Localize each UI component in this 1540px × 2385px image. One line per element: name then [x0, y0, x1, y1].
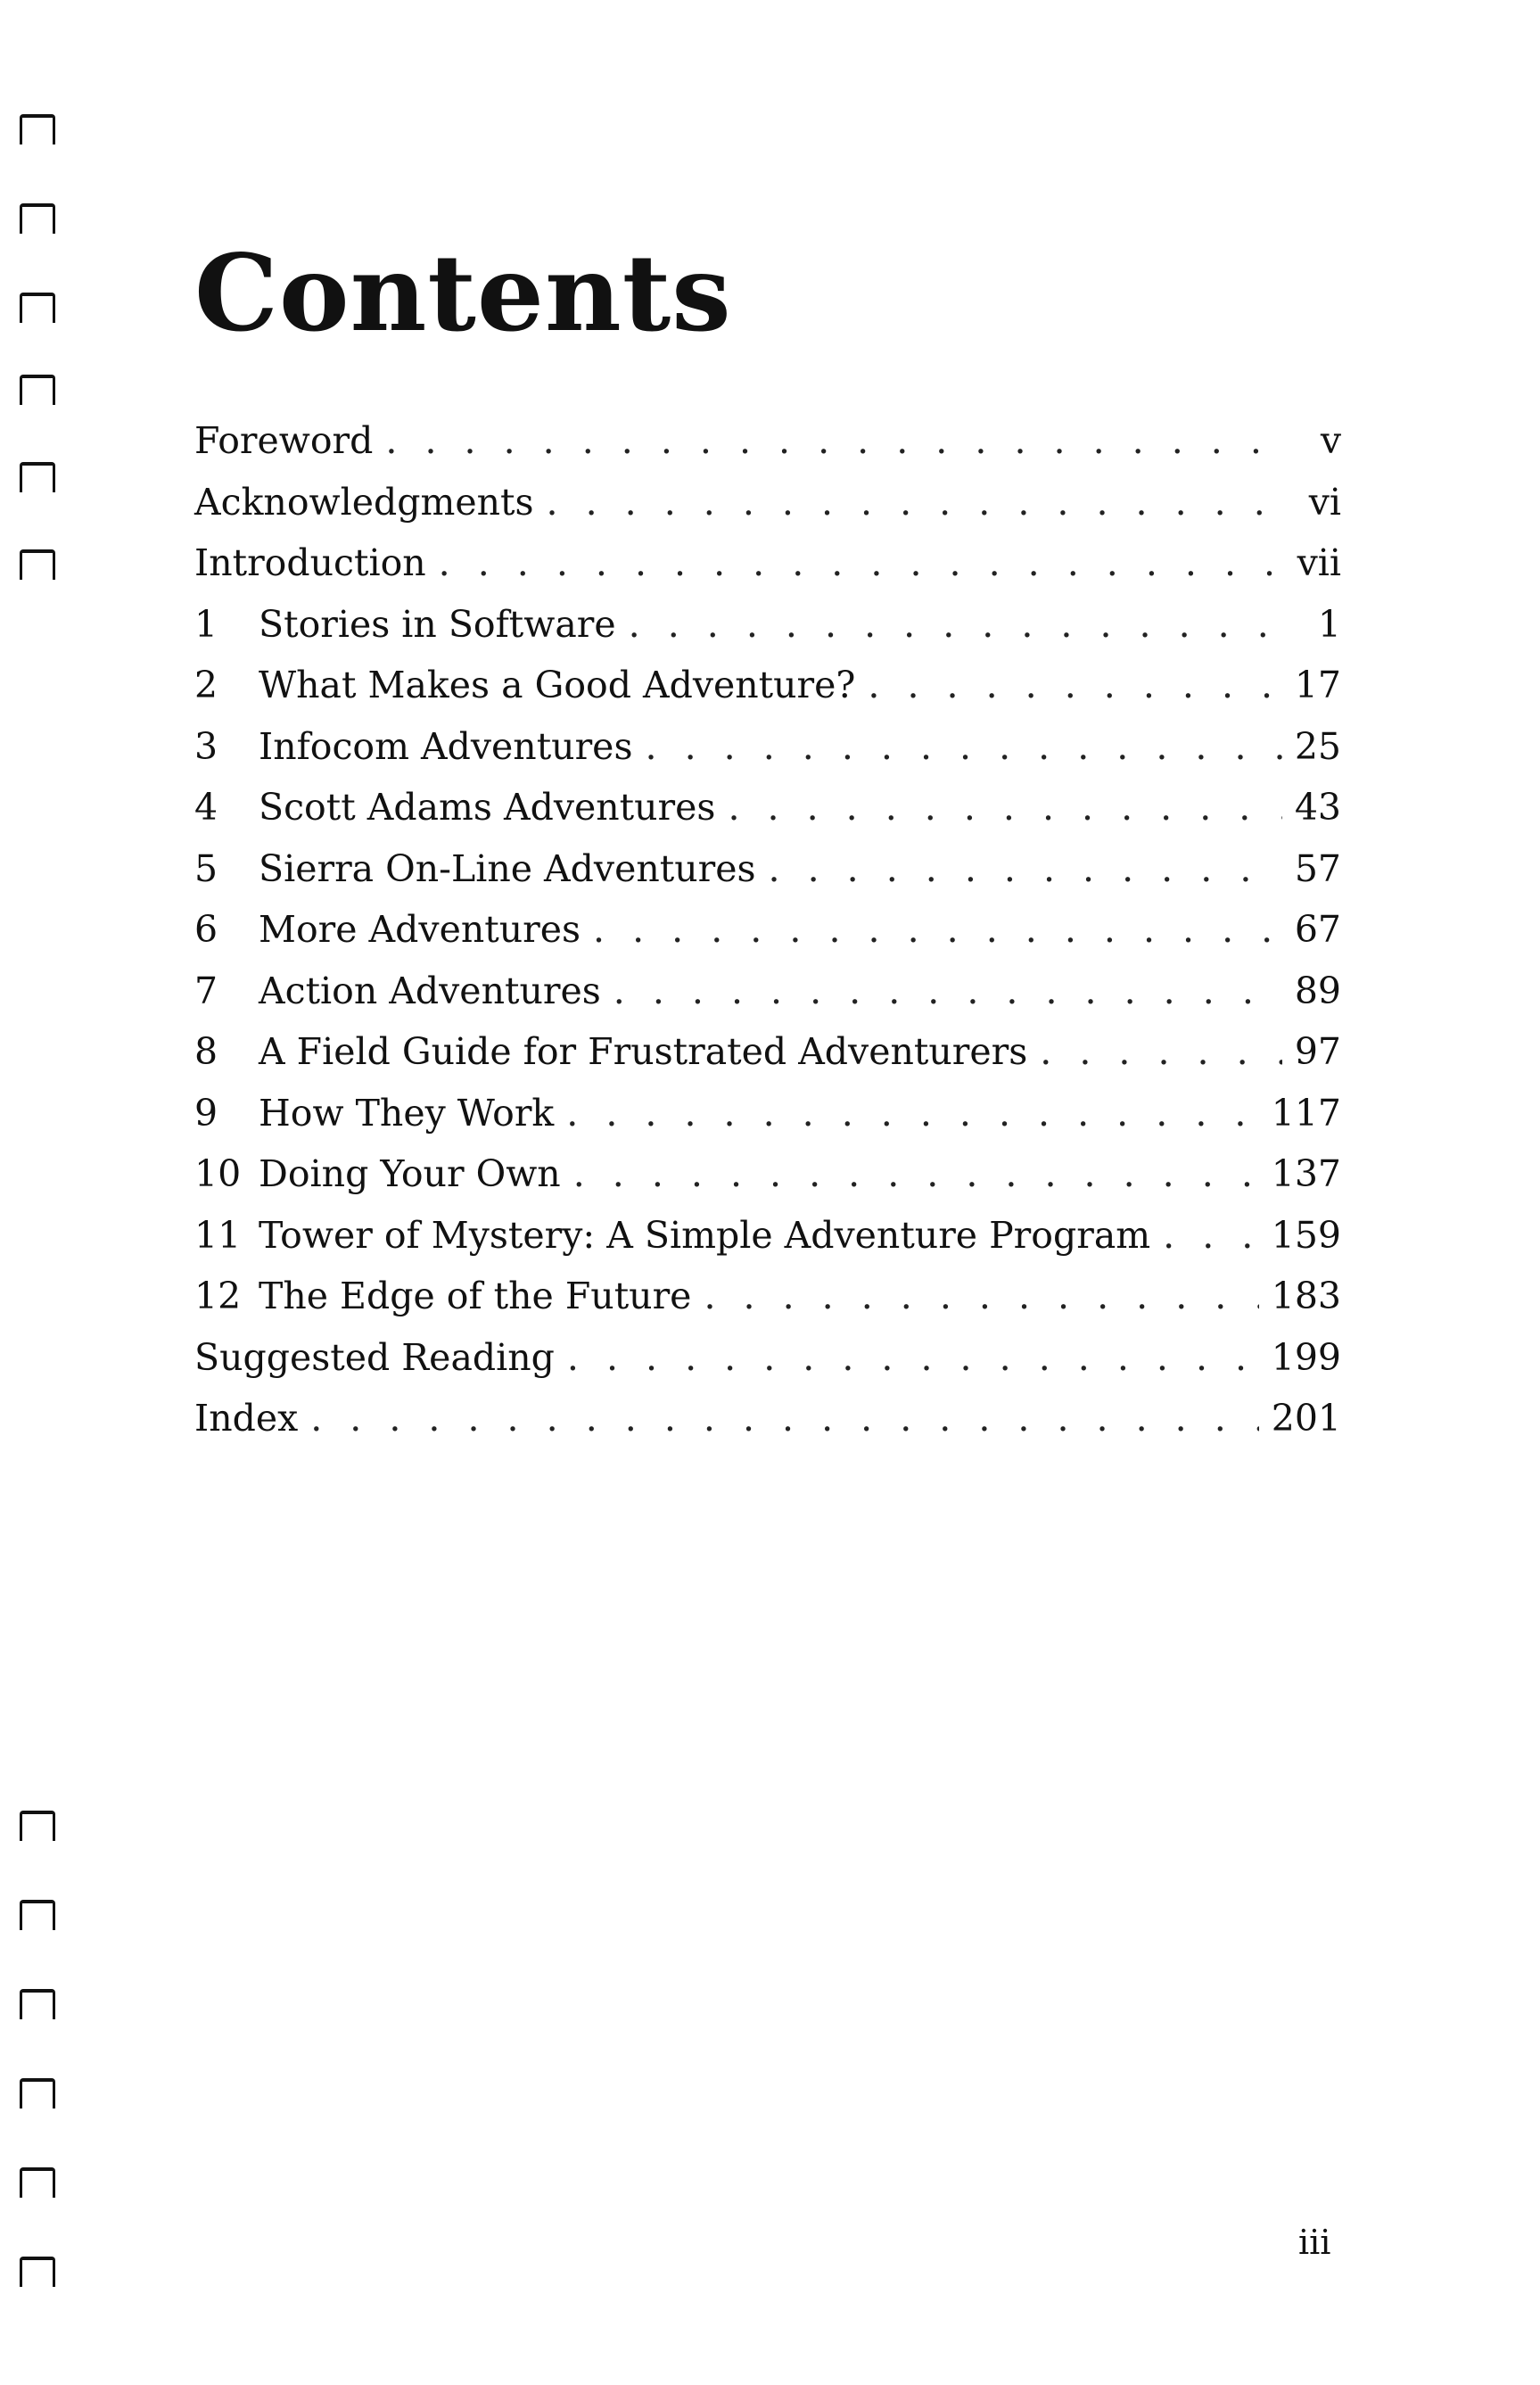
chapter-number: 5: [194, 846, 218, 890]
chapter-number: 9: [194, 1091, 218, 1135]
dot-leader: [310, 1397, 1259, 1440]
toc-entry: [194, 1214, 1341, 1275]
dot-leader: [769, 847, 1282, 890]
toc-entry: [194, 1275, 1341, 1336]
toc-entry-title: Foreword: [194, 419, 374, 462]
dot-leader: [1040, 1030, 1282, 1073]
chapter-number: 3: [194, 724, 218, 768]
binding-hole-mark: [20, 462, 55, 492]
chapter-number: 12: [194, 1275, 242, 1317]
toc-entry-page: vi: [1308, 480, 1341, 524]
toc-entry-title: Action Adventures: [259, 969, 601, 1012]
chapter-number: 10: [194, 1152, 242, 1195]
binding-hole-mark: [20, 375, 55, 405]
binding-hole-mark: [20, 2167, 55, 2198]
toc-entry-title: Acknowledgments: [194, 480, 534, 524]
toc-entry: [194, 419, 1341, 481]
dot-leader: [1163, 1214, 1259, 1257]
chapter-number: 6: [194, 908, 218, 951]
toc-entry-title: Infocom Adventures: [259, 724, 633, 768]
toc-entry-page: 43: [1294, 786, 1341, 829]
toc-entry-title: How They Work: [259, 1091, 555, 1135]
chapter-number: 2: [194, 664, 218, 706]
toc-entry: [194, 908, 1341, 970]
dot-leader: [593, 908, 1282, 951]
toc-entry-page: 201: [1271, 1397, 1341, 1440]
chapter-number: 8: [194, 1030, 218, 1073]
dot-leader: [646, 725, 1282, 768]
binding-hole-mark: [20, 203, 55, 234]
toc-entry-page: vii: [1297, 541, 1341, 584]
table-of-contents: [194, 419, 1341, 1458]
toc-entry-title: Introduction: [194, 541, 426, 584]
chapter-number: 1: [194, 602, 218, 646]
toc-entry-page: 183: [1271, 1275, 1341, 1317]
dot-leader: [728, 786, 1281, 829]
dot-leader: [439, 541, 1285, 584]
binding-hole-mark: [20, 293, 55, 323]
toc-entry-title: Tower of Mystery: A Simple Adventure Program: [259, 1213, 1151, 1257]
toc-entry-title: Stories in Software: [259, 602, 616, 646]
toc-entry-title: The Edge of the Future: [259, 1275, 692, 1317]
toc-entry-title: More Adventures: [259, 908, 581, 951]
page-title: Contents: [194, 231, 732, 355]
toc-entry-title: What Makes a Good Adventure?: [259, 664, 856, 706]
dot-leader: [385, 419, 1291, 462]
toc-entry-page: 137: [1271, 1152, 1341, 1195]
binding-hole-mark: [20, 1900, 55, 1930]
chapter-number: 7: [194, 969, 218, 1012]
toc-entry: [194, 1152, 1341, 1214]
toc-entry-title: Doing Your Own: [259, 1152, 561, 1195]
toc-entry-title: A Field Guide for Frustrated Adventurers: [259, 1030, 1028, 1073]
toc-entry-page: v: [1320, 419, 1341, 462]
toc-entry-page: 57: [1294, 846, 1341, 890]
toc-entry-title: Scott Adams Adventures: [259, 786, 716, 829]
toc-entry-page: 117: [1271, 1091, 1341, 1135]
dot-leader: [567, 1336, 1259, 1379]
dot-leader: [614, 970, 1282, 1012]
dot-leader: [573, 1152, 1259, 1195]
binding-hole-mark: [20, 2078, 55, 2109]
binding-hole-mark: [20, 114, 55, 144]
chapter-number: 11: [194, 1213, 242, 1257]
dot-leader: [868, 664, 1281, 706]
toc-entry-title: Index: [194, 1397, 299, 1440]
toc-entry: [194, 725, 1341, 787]
toc-entry-page: 17: [1294, 664, 1341, 706]
toc-entry: [194, 481, 1341, 542]
dot-leader: [629, 603, 1291, 646]
toc-entry-title: Sierra On-Line Adventures: [259, 846, 756, 890]
toc-entry: [194, 541, 1341, 603]
page-number: iii: [1298, 2223, 1331, 2262]
binding-hole-mark: [20, 2257, 55, 2287]
toc-entry: [194, 1030, 1341, 1092]
toc-entry-page: 159: [1271, 1213, 1341, 1257]
toc-entry-title: Suggested Reading: [194, 1335, 555, 1379]
binding-hole-mark: [20, 1811, 55, 1841]
toc-entry: [194, 1397, 1341, 1458]
toc-entry-page: 1: [1317, 602, 1341, 646]
binding-hole-mark: [20, 549, 55, 580]
chapter-number: 4: [194, 786, 218, 829]
toc-entry-page: 97: [1294, 1030, 1341, 1073]
toc-entry-page: 67: [1294, 908, 1341, 951]
binding-hole-mark: [20, 1989, 55, 2019]
toc-entry-page: 89: [1294, 969, 1341, 1012]
dot-leader: [566, 1092, 1258, 1135]
toc-entry: [194, 664, 1341, 725]
dot-leader: [704, 1275, 1258, 1317]
toc-entry: [194, 603, 1341, 664]
toc-entry-page: 25: [1294, 724, 1341, 768]
toc-entry: [194, 786, 1341, 847]
toc-entry: [194, 970, 1341, 1031]
dot-leader: [547, 481, 1291, 524]
toc-entry: [194, 847, 1341, 909]
toc-entry: [194, 1336, 1341, 1398]
toc-entry: [194, 1092, 1341, 1153]
toc-entry-page: 199: [1271, 1335, 1341, 1379]
